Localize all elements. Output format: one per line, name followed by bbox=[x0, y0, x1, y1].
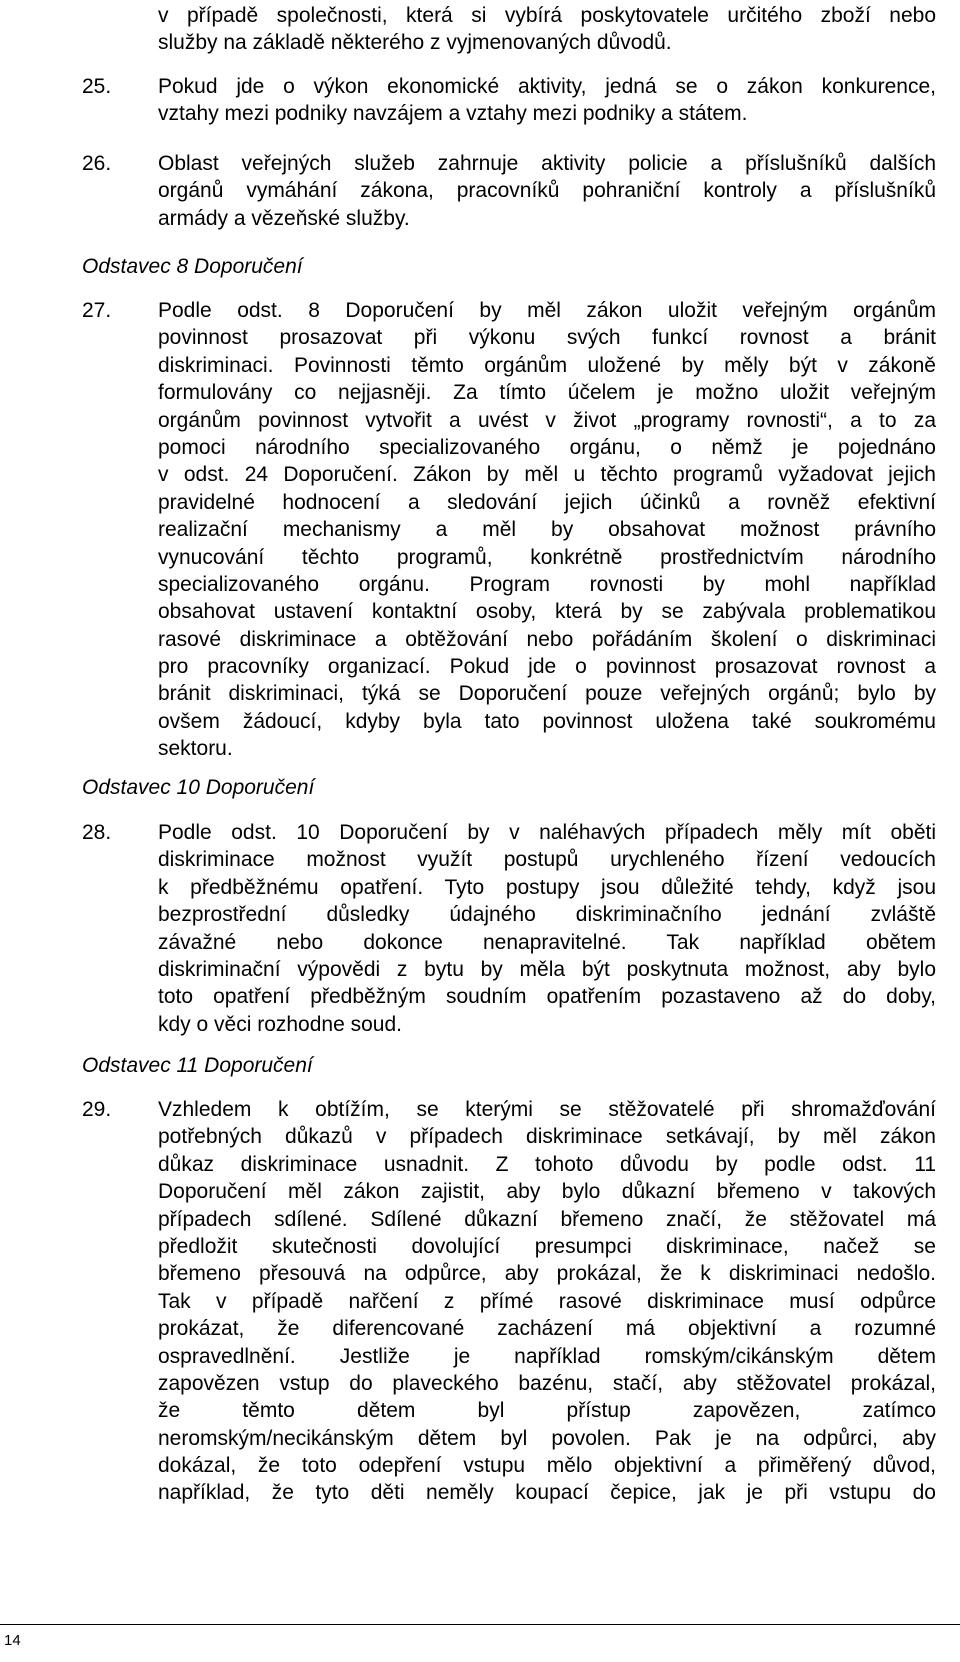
text-line: Podle odst. 10 Doporučení by v naléhavých případech měly mít oběti bbox=[158, 821, 936, 844]
text-line: vztahy mezi podniky navzájem a vztahy mezi podniky a státem. bbox=[158, 102, 748, 126]
paragraph-text bbox=[158, 297, 936, 763]
paragraph-text bbox=[158, 2, 936, 57]
text-line: že těmto dětem byl přístup zapovězen, zatímco bbox=[158, 1399, 936, 1423]
text-line: prokázat, že diferencované zacházení má objektivní a rozumné bbox=[158, 1317, 936, 1341]
text-line: armády a vězeňské služby. bbox=[158, 206, 410, 230]
paragraph-text bbox=[158, 150, 936, 232]
text-line: vynucování těchto programů, konkrétně prostřednictvím národního bbox=[158, 545, 936, 569]
text-line: neromským/necikánským dětem byl povolen. Pak je na odpůrci, aby bbox=[158, 1426, 936, 1450]
text-line: specializovaného orgánu. Program rovnosti by mohl například bbox=[158, 572, 936, 596]
text-line: diskriminace možnost využít postupů urychleného řízení vedoucích bbox=[158, 848, 936, 872]
text-line: služby na základě některého z vyjmenovaných důvodů. bbox=[158, 31, 672, 55]
text-line: dokázal, že toto odepření vstupu mělo objektivní a přiměřený důvod, bbox=[158, 1454, 936, 1478]
text-line: obsahovat ustavení kontaktní osoby, která by se zabývala problematikou bbox=[158, 600, 936, 624]
paragraph-number: 25. bbox=[82, 75, 112, 98]
paragraph-number: 29. bbox=[82, 1098, 112, 1121]
paragraph-number: 28. bbox=[82, 821, 112, 844]
text-line: závažné nebo dokonce nenapravitelné. Tak například obětem bbox=[158, 930, 936, 954]
paragraph-text bbox=[158, 1096, 936, 1507]
section-heading: Odstavec 11 Doporučení bbox=[82, 1054, 313, 1077]
footer-divider bbox=[0, 1624, 960, 1625]
text-line: pravidelné hodnocení a sledování jejich účinků a rovněž efektivní bbox=[158, 490, 936, 514]
text-line: důkaz diskriminace usnadnit. Z tohoto důvodu by podle odst. 11 bbox=[158, 1152, 936, 1176]
text-line: formulovány co nejjasněji. Za tímto účelem je možno uložit veřejným bbox=[158, 381, 936, 405]
paragraph-text bbox=[158, 73, 936, 128]
paragraph-text bbox=[158, 819, 936, 1038]
text-line: v případě společnosti, která si vybírá poskytovatele určitého zboží nebo bbox=[158, 4, 936, 27]
text-line: předložit skutečnosti dovolující presumpci diskriminace, načež se bbox=[158, 1234, 936, 1258]
section-heading: Odstavec 8 Doporučení bbox=[82, 255, 303, 278]
text-line: ospravedlnění. Jestliže je například romským/cikánským dětem bbox=[158, 1344, 936, 1368]
text-line: rasové diskriminace a obtěžování nebo pořádáním školení o diskriminaci bbox=[158, 627, 936, 651]
page-number: 14 bbox=[4, 1632, 21, 1649]
text-line: bránit diskriminaci, týká se Doporučení pouze veřejných orgánů; bylo by bbox=[158, 682, 936, 706]
text-line: zapovězen vstup do plaveckého bazénu, stačí, aby stěžovatel prokázal, bbox=[158, 1371, 936, 1395]
text-line: ovšem žádoucí, kdyby byla tato povinnost uložena také soukromému bbox=[158, 709, 936, 733]
text-line: bezprostřední důsledky údajného diskriminačního jednání zvláště bbox=[158, 903, 936, 927]
text-line: k předběžnému opatření. Tyto postupy jsou důležité tehdy, když jsou bbox=[158, 875, 936, 899]
text-line: povinnost prosazovat při výkonu svých funkcí rovnost a bránit bbox=[158, 326, 936, 350]
section-heading: Odstavec 10 Doporučení bbox=[82, 776, 315, 799]
text-line: například, že tyto děti neměly koupací čepice, jak je při vstupu do bbox=[158, 1481, 936, 1505]
text-line: orgánů vymáhání zákona, pracovníků pohraniční kontroly a příslušníků bbox=[158, 179, 936, 203]
text-line: diskriminaci. Povinnosti těmto orgánům uložené by měly být v zákoně bbox=[158, 353, 936, 377]
text-line: orgánům povinnost vytvořit a uvést v život „programy rovnosti“, a to za bbox=[158, 408, 936, 432]
text-line: Vzhledem k obtížím, se kterými se stěžovatelé při shromažďování bbox=[158, 1098, 936, 1121]
text-line: Oblast veřejných služeb zahrnuje aktivity policie a příslušníků dalších bbox=[158, 152, 936, 175]
text-line: břemeno přesouvá na odpůrce, aby prokázal, že k diskriminaci nedošlo. bbox=[158, 1262, 936, 1286]
text-line: kdy o věci rozhodne soud. bbox=[158, 1012, 402, 1036]
paragraph-number: 26. bbox=[82, 152, 112, 175]
text-line: Pokud jde o výkon ekonomické aktivity, jedná se o zákon konkurence, bbox=[158, 75, 936, 98]
text-line: potřebných důkazů v případech diskriminace setkávají, by měl zákon bbox=[158, 1125, 936, 1149]
text-line: Doporučení měl zákon zajistit, aby bylo důkazní břemeno v takových bbox=[158, 1180, 936, 1204]
text-line: případech sdílené. Sdílené důkazní břemeno značí, že stěžovatel má bbox=[158, 1207, 936, 1231]
text-line: pro pracovníky organizací. Pokud jde o povinnost prosazovat rovnost a bbox=[158, 655, 936, 679]
text-line: realizační mechanismy a měl by obsahovat možnost právního bbox=[158, 518, 936, 542]
text-line: sektoru. bbox=[158, 737, 233, 761]
text-line: pomoci národního specializovaného orgánu, o němž je pojednáno bbox=[158, 435, 936, 459]
text-line: Tak v případě nařčení z přímé rasové diskriminace musí odpůrce bbox=[158, 1289, 936, 1313]
text-line: diskriminační výpovědi z bytu by měla být poskytnuta možnost, aby bylo bbox=[158, 957, 936, 981]
text-line: Podle odst. 8 Doporučení by měl zákon uložit veřejným orgánům bbox=[158, 299, 936, 322]
text-line: toto opatření předběžným soudním opatřením pozastaveno až do doby, bbox=[158, 985, 936, 1009]
paragraph-number: 27. bbox=[82, 299, 112, 322]
text-line: v odst. 24 Doporučení. Zákon by měl u těchto programů vyžadovat jejich bbox=[158, 463, 936, 487]
